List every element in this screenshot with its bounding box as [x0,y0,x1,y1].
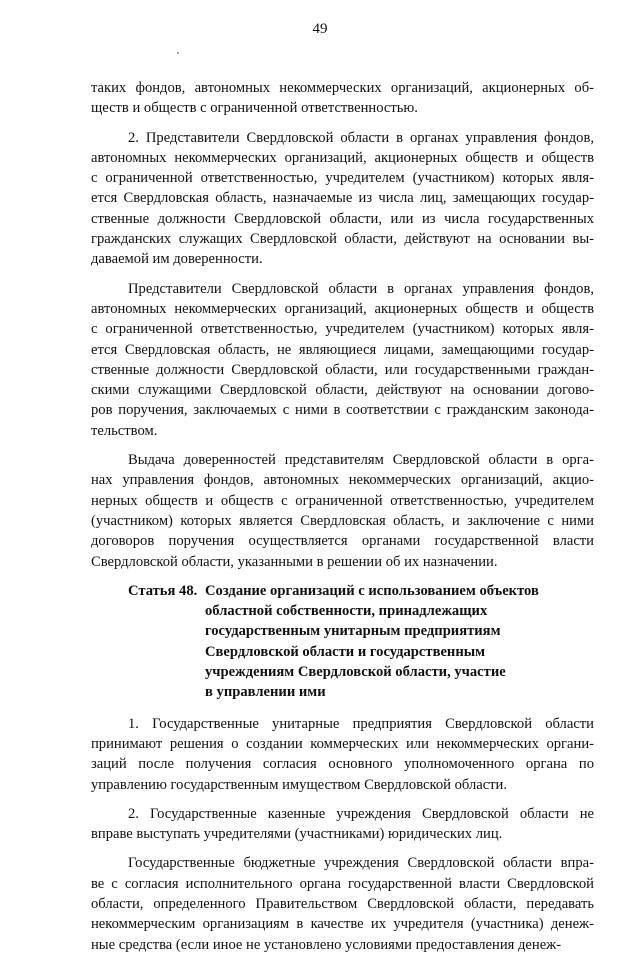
text-line: договоров поручения осуществляется органами государственной власти [91,533,594,550]
text-line: автономных некоммерческих организаций, акционерных обществ и обществ [91,149,594,166]
text-line: ется Свердловская область, не являющиеся лицами, замещающими государ- [91,341,594,358]
article-title-line: Создание организаций с использованием объектов [205,582,539,599]
article-title-line: в управлении ими [205,684,326,701]
paragraph-p0 [91,78,594,119]
article-heading [91,581,594,703]
page-number: 49 [312,21,328,37]
text-line: вправе выступать учредителями (участниками) юридических лиц. [91,826,503,843]
article-title-line: областной собственности, принадлежащих [205,603,488,620]
text-line: с ограниченной ответственностью, учредителем (участником) которых явля- [91,170,594,187]
text-line: с ограниченной ответственностью, учредителем (участником) которых явля- [91,321,594,338]
top-paragraphs [91,78,594,572]
text-line: даваемой им доверенности. [91,251,263,268]
text-line: 2. Представители Свердловской области в органах управления фондов, [128,129,594,146]
paragraph-p1 [91,128,594,270]
text-line: ственные должности Свердловской области, или из числа государственных [91,210,594,227]
text-line: 1. Государственные унитарные предприятия Свердловской области [128,715,594,732]
text-line: автономных некоммерческих организаций, акционерных обществ и обществ [91,300,594,317]
article-title [203,581,594,703]
text-line: ществ и обществ с ограниченной ответственностью. [91,100,418,117]
text-line: нерных обществ и обществ с ограниченной ответственностью, учредителем [91,492,594,509]
text-line: Свердловской области, указанными в решении об их назначении. [91,553,498,570]
article-label: Статья 48. [128,582,198,599]
paragraph-p6 [91,853,594,954]
text-line: ется Свердловская область, назначаемые из числа лиц, замещающих государ- [91,190,594,207]
article-title-line: государственным унитарным предприятиям [205,623,501,640]
text-line: Выдача доверенностей представителям Свердловской области в орга- [128,452,594,469]
text-line: области, определенного Правительством Свердловской области, передавать [91,895,594,912]
text-line: Представители Свердловской области в органах управления фондов, [128,280,594,297]
article-title-line: Свердловской области и государственным [205,643,486,660]
text-line: 2. Государственные казенные учреждения Свердловской области не [128,805,594,822]
text-line: ственные должности Свердловской области, или государственными граждан- [91,361,594,378]
paragraph-p3 [91,450,594,572]
text-line: заций после получения согласия основного уполномоченного органа по [91,756,594,773]
text-line: некоммерческим организациям в качестве их учредителя (участника) денеж- [91,916,594,933]
text-line: ве с согласия исполнительного органа государственной власти Свердловской [91,875,594,892]
paragraph-p5 [91,804,594,845]
scan-speck [177,52,179,54]
text-line: Государственные бюджетные учреждения Свердловской области впра- [128,855,594,872]
text-line: ров поручения, заключаемых с ними в соответствии с гражданским законода- [91,402,594,419]
text-line: таких фондов, автономных некоммерческих организаций, акционерных об- [91,80,594,96]
text-line: тельством. [91,422,158,439]
text-line: ные средства (если иное не установлено условиями предоставления денеж- [91,936,562,953]
text-line: принимают решения о создании коммерческих или некоммерческих органи- [91,735,594,752]
article-title-line: учреждениям Свердловской области, участие [205,664,506,681]
text-line: (участником) которых является Свердловская область, и заключение с ними [91,512,594,529]
bottom-paragraphs [91,714,594,955]
document-body [91,78,594,964]
text-line: гражданских служащих Свердловской области, действуют на основании вы- [91,231,594,248]
paragraph-p4 [91,714,594,795]
paragraph-p2 [91,279,594,441]
text-line: скими служащими Свердловской области, действуют на основании догово- [91,382,594,399]
text-line: управлению государственным имуществом Свердловской области. [91,776,508,793]
text-line: нах управления фондов, автономных некоммерческих организаций, акцио- [91,472,594,489]
